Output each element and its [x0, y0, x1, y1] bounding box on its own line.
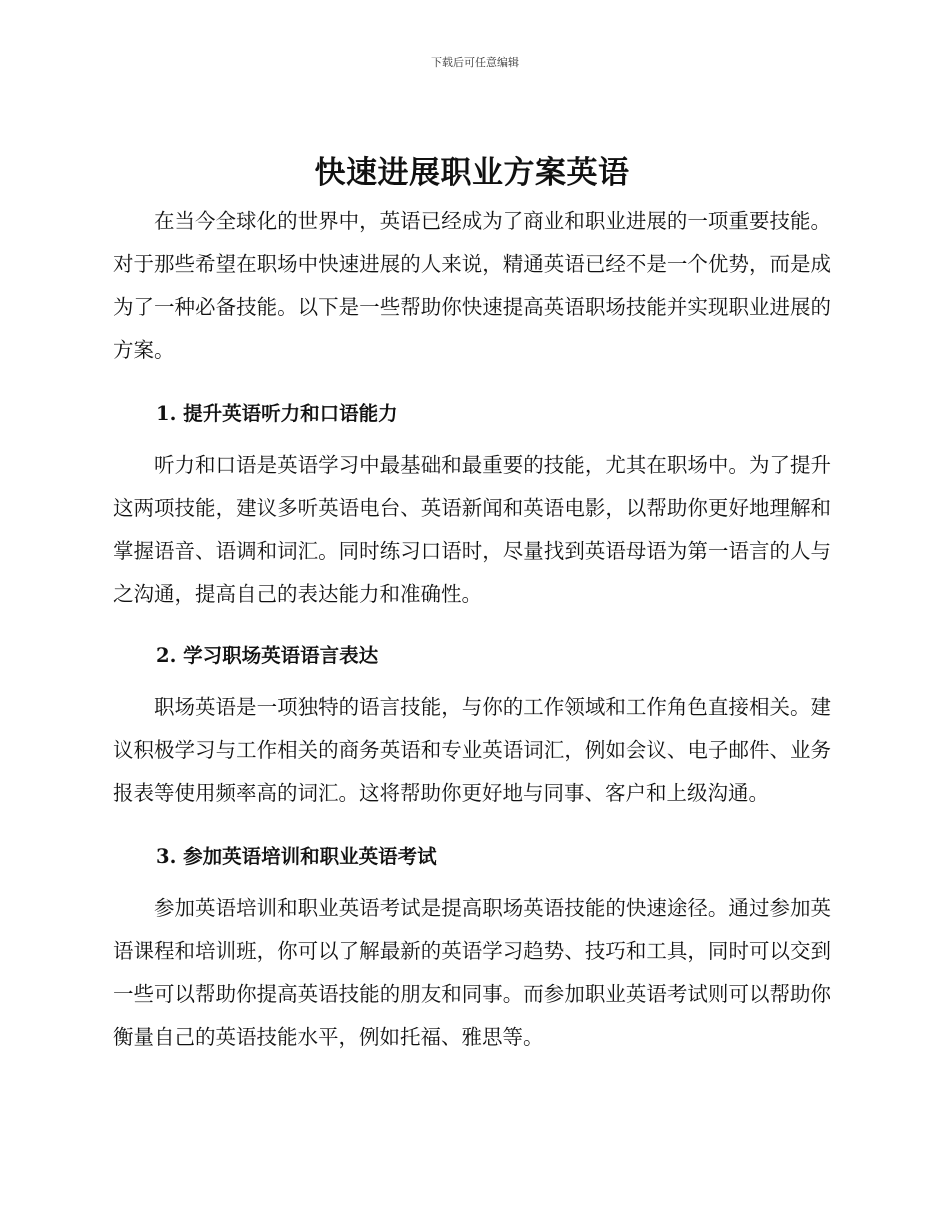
document-body [113, 148, 831, 1059]
document-title: 快速进展职业方案英语 [314, 155, 630, 191]
section-body-3: 参加英语培训和职业英语考试是提高职场英语技能的快速途径。通过参加英语课程和培训班，你可以了解最新的英语学习趋势、技巧和工具，同时可以交到一些可以帮助你提高英语技能的朋友和同事。而参加职业英语考试则可以帮助你衡量自己的英语技能水平，例如托福、雅思等。 [113, 896, 831, 1049]
intro-paragraph: 在当今全球化的世界中，英语已经成为了商业和职业进展的一项重要技能。对于那些希望在职场中快速进展的人来说，精通英语已经不是一个优势，而是成为了一种必备技能。以下是一些帮助你快速提高英语职场技能并实现职业进展的方案。 [113, 209, 831, 362]
section-heading-2: 2. 学习职场英语语言表达 [156, 644, 379, 667]
section-body-2: 职场英语是一项独特的语言技能，与你的工作领域和工作角色直接相关。建议积极学习与工作相关的商务英语和专业英语词汇，例如会议、电子邮件、业务报表等使用频率高的词汇。这将帮助你更好地与同事、客户和上级沟通。 [113, 695, 831, 805]
section-heading-3: 3. 参加英语培训和职业英语考试 [156, 845, 437, 868]
header-note: 下载后可任意编辑 [431, 56, 519, 69]
section-heading-1: 1. 提升英语听力和口语能力 [156, 402, 398, 425]
section-body-1: 听力和口语是英语学习中最基础和最重要的技能，尤其在职场中。为了提升这两项技能，建议多听英语电台、英语新闻和英语电影，以帮助你更好地理解和掌握语音、语调和词汇。同时练习口语时，尽量找到英语母语为第一语言的人与之沟通，提高自己的表达能力和准确性。 [113, 453, 831, 606]
